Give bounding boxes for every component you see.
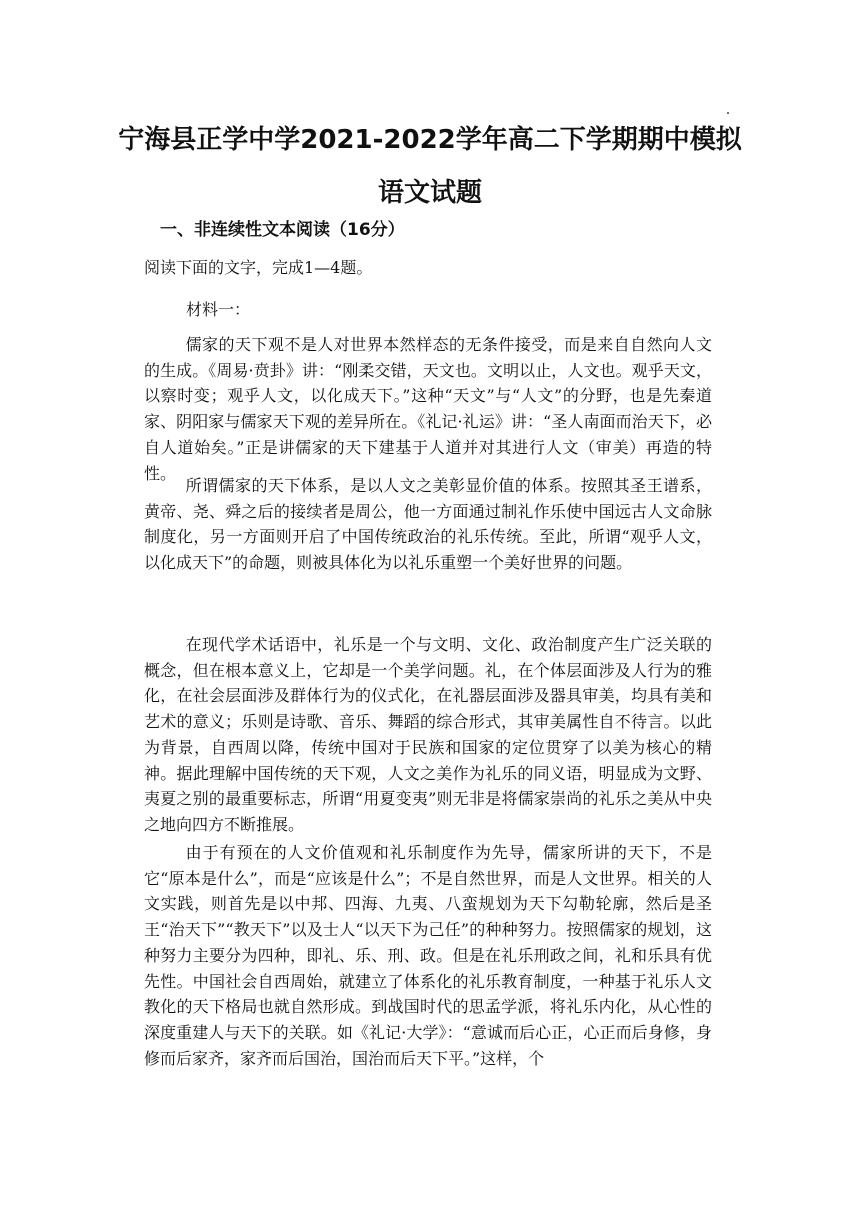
paragraph-2: 所谓儒家的天下体系，是以人文之美彰显价值的体系。按照其圣王谱系，黄帝、尧、舜之后的接续者是周公，他一方面通过制礼作乐使中国远古人文命脉制度化，另一方面则开启了中国传统政治的礼乐传统。至此，所谓“观乎人文，以化成天下”的命题，则被具体化为以礼乐重塑一个美好世界的问题。 [144, 476, 712, 573]
material-label: 材料一： [186, 300, 251, 319]
reading-instruction: 阅读下面的文字，完成1—4题。 [144, 258, 373, 277]
paragraph-3: 在现代学术话语中，礼乐是一个与文明、文化、政治制度产生广泛关联的概念，但在根本意义上，它却是一个美学问题。礼，在个体层面涉及人行为的雅化，在社会层面涉及群体行为的仪式化，在礼器层面涉及器具审美，均具有美和艺术的意义；乐则是诗歌、音乐、舞蹈的综合形式，其审美属性自不待言。以此为背景，自西周以降，传统中国对于民族和国家的定位贯穿了以美为核心的精神。据此理解中国传统的天下观，人文之美作为礼乐的同义语，明显成为文野、夷夏之别的最重要标志，所谓“用夏变夷”则无非是将儒家崇尚的礼乐之美从中央之地向四方不断推展。 [144, 635, 712, 834]
paragraph-4: 由于有预在的人文价值观和礼乐制度作为先导，儒家所讲的天下，不是它“原本是什么”，而是“应该是什么”；不是自然世界，而是人文世界。相关的人文实践，则首先是以中邦、四海、九夷、八蛮规划为天下勾勒轮廓，然后是圣王“治天下”“教天下”以及士人“以天下为己任”的种种努力。按照儒家的规划，这种努力主要分为四种，即礼、乐、刑、政。但是在礼乐刑政之间，礼和乐具有优先性。中国社会自西周始，就建立了体系化的礼乐教育制度，一种基于礼乐人文教化的天下格局也就自然形成。到战国时代的思孟学派，将礼乐内化，从心性的深度重建人与天下的关联。如《礼记·大学》：“意诚而后心正，心正而后身修，身修而后家齐，家齐而后国治，国治而后天下平。”这样，个 [144, 843, 712, 1068]
exam-subtitle: 语文试题 [377, 178, 482, 208]
stray-dot [727, 112, 729, 114]
exam-title: 宁海县正学中学2021-2022学年高二下学期期中模拟 [118, 125, 742, 155]
paragraph-1: 儒家的天下观不是人对世界本然样态的无条件接受，而是来自自然向人文的生成。《周易·贲卦》讲：“刚柔交错，天文也。文明以止，人文也。观乎天文，以察时变；观乎人文，以化成天下。”这种“天文”与“人文”的分野，也是先秦道家、阴阳家与儒家天下观的差异所在。《礼记·礼运》讲：“圣人南面而治天下，必自人道始矣。”正是讲儒家的天下建基于人道并对其进行人文（审美）再造的特性。 [144, 335, 712, 483]
section-heading: 一、非连续性文本阅读（16分） [160, 220, 405, 240]
